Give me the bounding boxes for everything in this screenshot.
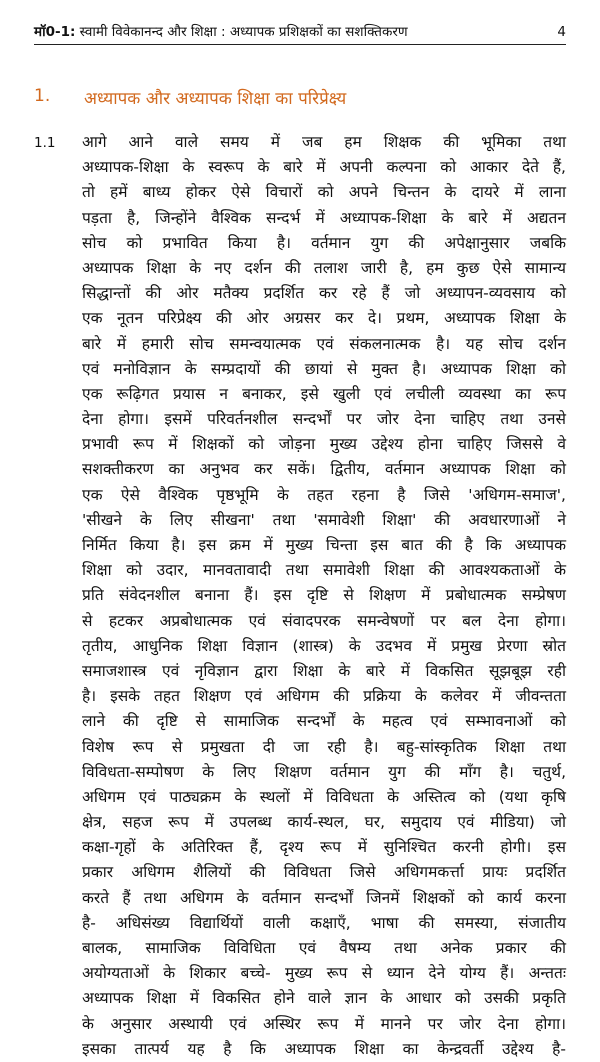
paragraph-line: तो हमें बाध्य होकर ऐसे विचारों को अपने चिन्तन के दायरे में लाना [82, 183, 566, 202]
paragraph-line: आगे आने वाले समय में जब हम शिक्षक की भूमिका तथा [82, 133, 566, 151]
section-heading [34, 86, 566, 109]
paragraph-line: प्रभावी रूप में शिक्षकों को जोड़ना मुख्य उद्देश्य होना चाहिए जिससे वे [82, 435, 566, 454]
paragraph-line: प्रकार अधिगम शैलियों की विविधता जिसे अधिगमकर्त्ता प्रायः प्रदर्शित [82, 863, 566, 882]
paragraph-line: इसका तात्पर्य यह है कि अध्यापक शिक्षा का केन्द्रवर्ती उद्देश्य है- [82, 1039, 566, 1058]
paragraph-line: विविधता-सम्पोषण के लिए शिक्षण वर्तमान युग की माँग है। चतुर्थ, [82, 762, 566, 781]
paragraph-line: करते हैं तथा अधिगम के वर्तमान सन्दर्भों जिनमें शिक्षकों को कार्य करना [82, 888, 566, 907]
page-number: 4 [557, 24, 566, 40]
header-divider [34, 44, 566, 45]
paragraph-line: अयोग्यताओं के शिकार बच्चे- मुख्य रूप से ध्यान देने योग्य हैं। अन्ततः [82, 964, 566, 983]
paragraph-line: निर्मित किया है। इस क्रम में मुख्य चिन्ता इस बात की है कि अध्यापक [82, 536, 566, 554]
paragraph-line: देना होगा। इसमें परिवर्तनशील सन्दर्भों पर जोर देना चाहिए तथा उनसे [82, 410, 566, 429]
paragraph-line: शिक्षा को उदार, मानवतावादी तथा समावेशी शिक्षा की आवश्यकताओं के [82, 561, 566, 580]
paragraph [34, 130, 566, 1062]
paragraph-line: अध्यापक शिक्षा के नए दर्शन की तलाश जारी है, हम कुछ ऐसे सामान्य [82, 258, 566, 277]
paragraph-line: विशेष रूप से प्रमुखता दी जा रही है। बहु-सांस्कृतिक शिक्षा तथा [82, 737, 566, 756]
paragraph-line: सिद्धान्तों की ओर मतैक्य प्रदर्शित कर रहे हैं जो अध्यापन-व्यवसाय को [82, 284, 566, 303]
paragraph-line: के अनुसार अस्थायी एवं अस्थिर रूप में मानने पर जोर देना होगा। [82, 1014, 566, 1033]
paragraph-line: अध्यापक-शिक्षा के स्वरूप के बारे में अपनी कल्पना को आकार देते हैं, [82, 158, 566, 177]
header-title [34, 22, 408, 40]
running-header [34, 14, 566, 40]
paragraph-line: पड़ता है, जिन्होंने वैश्विक सन्दर्भ में अध्यापक-शिक्षा के बारे में अद्यतन [82, 208, 566, 227]
paragraph-line: समाजशास्त्र एवं नृविज्ञान द्वारा शिक्षा के बारे में विकसित सूझबूझ रही [82, 661, 566, 680]
paragraph-line: अधिगम एवं पाठ्यक्रम के स्थलों में विविधता के अस्तित्व को (यथा कृषि [82, 787, 566, 806]
header-title-text: स्वामी विवेकानन्द और शिक्षा : अध्यापक प्रशिक्षकों का सशक्तिकरण [75, 24, 408, 40]
paragraph-line: बालक, सामाजिक विविधिता एवं वैषम्य तथा अनेक प्रकार की [82, 939, 566, 957]
paragraph-line: से हटकर अप्रबोधात्मक एवं संवादपरक समन्वेषणों पर बल देना होगा। [82, 611, 566, 630]
paragraph-line: एवं मनोविज्ञान के सम्प्रदायों की छायां से मुक्त है। अध्यापक शिक्षा को [82, 359, 566, 378]
module-prefix: मॉ0-1: [34, 24, 76, 40]
paragraph-line: है। इसके तहत शिक्षण एवं अधिगम की प्रक्रिया के कलेवर में जीवन्तता [82, 687, 566, 706]
section-title: अध्यापक और अध्यापक शिक्षा का परिप्रेक्ष्य [84, 89, 347, 109]
paragraph-line: अध्यापक शिक्षा में विकसित होने वाले ज्ञान के आधार को उसकी प्रकृति [82, 989, 566, 1008]
paragraph-line: एक रूढ़िगत प्रयास न बनाकर, इसे खुली एवं लचीली व्यवस्था का रूप [82, 384, 566, 403]
paragraph-line: क्षेत्र, सहज रूप में उपलब्ध कार्य-स्थल, घर, समुदाय एवं मीडिया) जो [82, 813, 566, 832]
paragraph-line: 'सीखने के लिए सीखना' तथा 'समावेशी शिक्षा' की अवधारणाओं ने [82, 510, 566, 529]
paragraph-line: प्रति संवेदनशील बनाना हैं। इस दृष्टि से शिक्षण में प्रबोधात्मक सम्प्रेषण [82, 586, 566, 605]
paragraph-line: सशक्तीकरण का अनुभव कर सकें। द्वितीय, वर्तमान अध्यापक शिक्षा को [82, 460, 566, 479]
paragraph-line: तृतीय, आधुनिक शिक्षा विज्ञान (शास्त्र) के उदभव में प्रमुख प्रेरणा स्रोत [82, 636, 566, 655]
paragraph-line: एक ऐसे वैश्विक पृष्ठभूमि के तहत रहना है जिसे 'अधिगम-समाज', [82, 485, 566, 504]
paragraph-line: बारे में हमारी सोच समन्वयात्मक एवं संकलनात्मक है। यह सोच दर्शन [82, 334, 566, 353]
paragraph-line: सोच को प्रभावित किया है। वर्तमान युग की अपेक्षानुसार जबकि [82, 233, 566, 252]
paragraph-line: एक नूतन परिप्रेक्ष्य की ओर अग्रसर कर दे। प्रथम, अध्यापक शिक्षा के [82, 309, 566, 328]
paragraph-line: है- अधिसंख्य विद्यार्थियों वाली कक्षाएँ, भाषा की समस्या, संजातीय [82, 913, 566, 932]
paragraph-number: 1.1 [34, 135, 56, 151]
section-number: 1. [34, 86, 51, 106]
paragraph-line: लाने की दृष्टि से सामाजिक सन्दर्भों के महत्व एवं सम्भावनाओं को [82, 712, 566, 731]
paragraph-body [82, 130, 566, 1062]
paragraph-line: कक्षा-गृहों के अतिरिक्त हैं, दृश्य रूप में सुनिश्चित करनी होगी। इस [82, 838, 566, 857]
